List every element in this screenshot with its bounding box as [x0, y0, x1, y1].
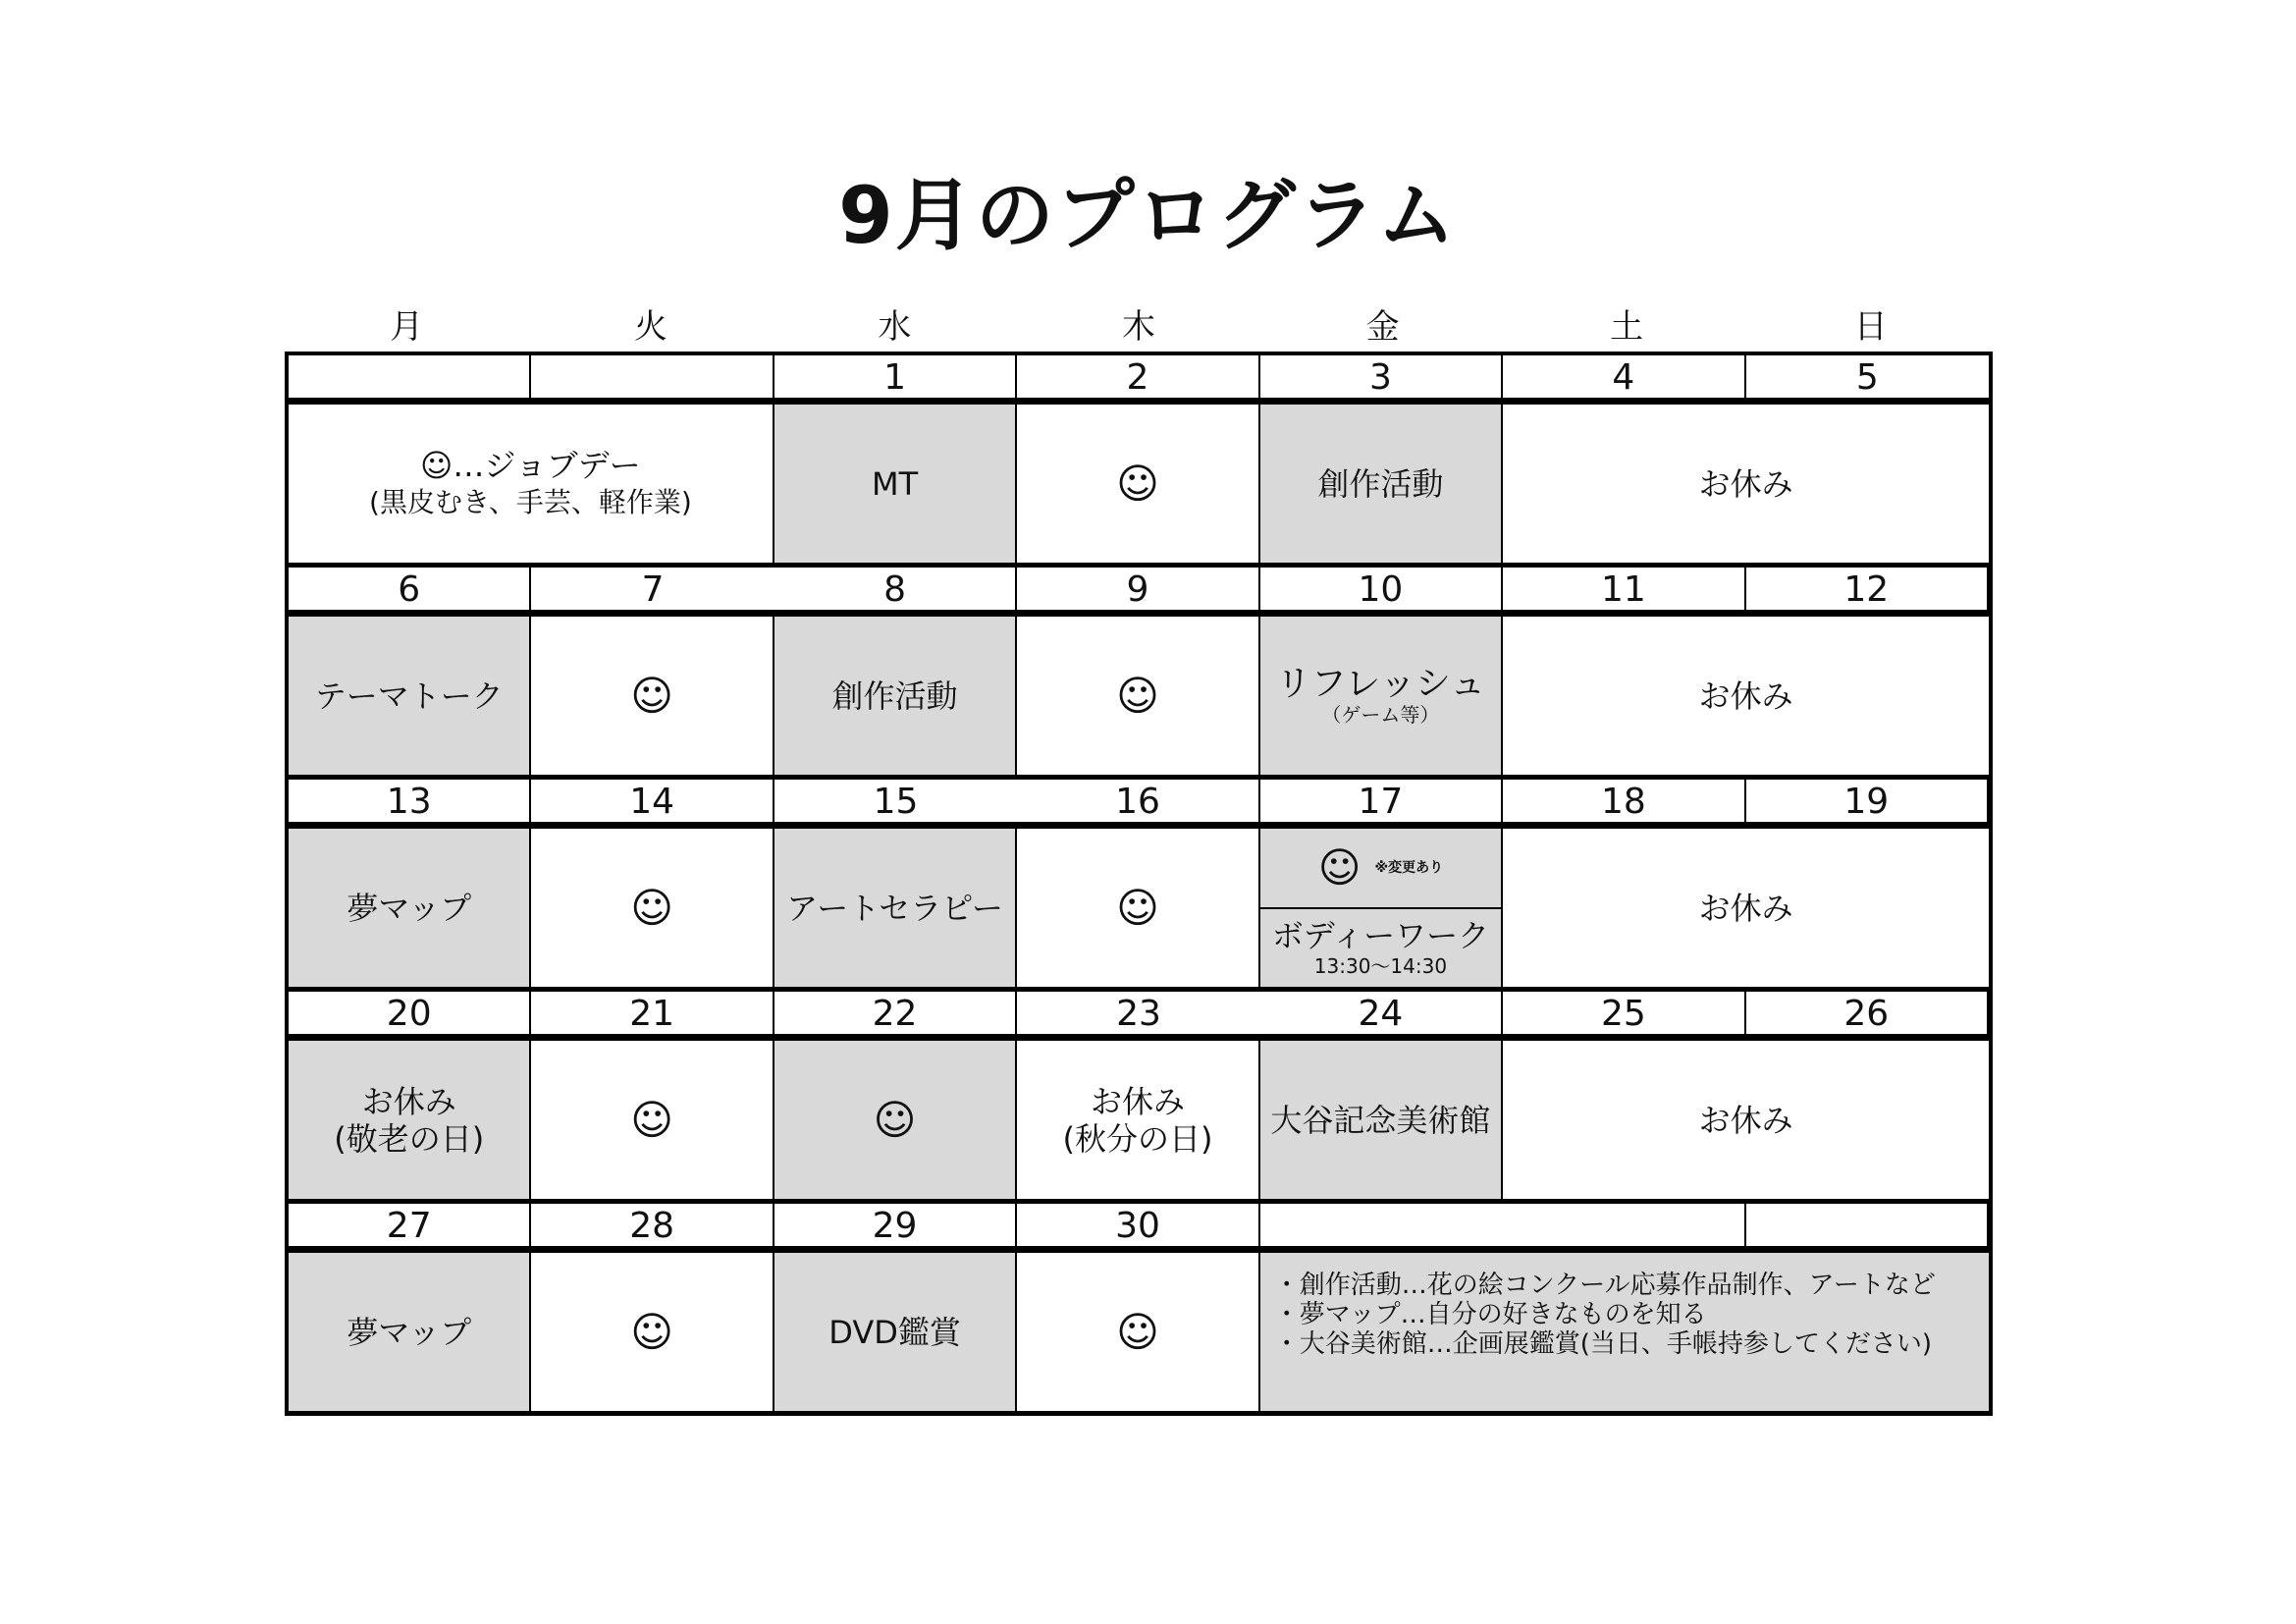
note-line: ・夢マップ…自分の好きなものを知る [1273, 1300, 1707, 1329]
smile-icon: ☺ [1017, 401, 1259, 568]
activity-job-day [289, 401, 774, 568]
activity-line: ボディーワーク [1271, 917, 1490, 955]
calendar-grid [285, 352, 1993, 1416]
weekend-off: お休み [1503, 613, 1989, 780]
page-title: 9月のプログラム [838, 170, 1458, 261]
date-cell: 1 [774, 355, 1017, 401]
note-line: ・大谷美術館…企画展鑑賞(当日、手帳持参してください) [1273, 1329, 1932, 1359]
date-cell: 19 [1746, 780, 1989, 825]
date-cell: 24 [1260, 992, 1503, 1037]
date-cell [1260, 1204, 1503, 1249]
activity-cell: 夢マップ [289, 825, 531, 992]
activity-cell: 創作活動 [774, 613, 1017, 780]
activity-split-cell [1260, 825, 1503, 992]
smile-icon: ☺ [1017, 1249, 1259, 1416]
date-cell: 4 [1503, 355, 1745, 401]
change-note: ※変更あり [1374, 859, 1444, 876]
activity-line: (黒皮むき、手芸、軽作業) [369, 485, 692, 518]
date-cell: 28 [531, 1204, 774, 1249]
weekday-thu: 木 [1121, 307, 1155, 347]
smile-icon: ☺ [774, 1037, 1017, 1204]
date-cell: 13 [289, 780, 531, 825]
smile-icon: ☺ [1017, 825, 1259, 992]
activity-cell: テーマトーク [289, 613, 531, 780]
date-cell: 30 [1017, 1204, 1259, 1249]
date-cell: 7 [531, 568, 774, 613]
activity-line: リフレッシュ [1275, 663, 1486, 704]
activity-line: お休み [1090, 1082, 1185, 1120]
activity-line: (敬老の日) [334, 1119, 485, 1158]
date-cell: 14 [531, 780, 774, 825]
weekday-sun: 日 [1853, 307, 1888, 347]
date-cell: 3 [1260, 355, 1503, 401]
activity-cell: 夢マップ [289, 1249, 531, 1416]
activity-cell: 大谷記念美術館 [1260, 1037, 1503, 1204]
weekday-tue: 火 [633, 307, 667, 347]
activity-subline: （ゲーム等） [1321, 702, 1440, 727]
notes-box [1260, 1249, 1989, 1416]
date-cell: 22 [774, 992, 1017, 1037]
activity-line: (秋分の日) [1062, 1119, 1213, 1158]
smile-icon: ☺ [1317, 842, 1362, 892]
date-cell: 10 [1260, 568, 1503, 613]
weekday-wed: 水 [878, 307, 912, 347]
activity-line: ☺…ジョブデー [420, 446, 641, 484]
date-cell: 9 [1017, 568, 1259, 613]
weekday-fri: 金 [1365, 307, 1400, 347]
weekday-sat: 土 [1610, 307, 1644, 347]
activity-refresh [1260, 613, 1503, 780]
date-cell: 11 [1503, 568, 1745, 613]
date-cell: 20 [289, 992, 531, 1037]
smile-icon: ☺ [531, 825, 774, 992]
smile-icon: ☺ [531, 613, 774, 780]
activity-time: 13:30～14:30 [1313, 954, 1448, 979]
weekend-off: お休み [1503, 401, 1989, 568]
date-cell [289, 355, 531, 401]
activity-cell: アートセラピー [774, 825, 1017, 992]
activity-cell: MT [774, 401, 1017, 568]
smile-icon: ☺ [531, 1249, 774, 1416]
activity-line: お休み [361, 1082, 456, 1120]
date-cell: 21 [531, 992, 774, 1037]
holiday-cell [289, 1037, 531, 1204]
date-cell [531, 355, 774, 401]
date-cell: 17 [1260, 780, 1503, 825]
date-cell: 8 [774, 568, 1017, 613]
date-cell: 23 [1017, 992, 1259, 1037]
weekend-off: お休み [1503, 825, 1989, 992]
split-top [1260, 829, 1501, 909]
date-cell [1503, 1204, 1745, 1249]
smile-icon: ☺ [1017, 613, 1259, 780]
weekday-mon: 月 [390, 307, 424, 347]
smile-icon: ☺ [531, 1037, 774, 1204]
split-bottom [1260, 909, 1501, 988]
date-cell: 2 [1017, 355, 1259, 401]
date-cell: 25 [1503, 992, 1745, 1037]
date-cell: 12 [1746, 568, 1989, 613]
date-cell: 29 [774, 1204, 1017, 1249]
date-cell: 6 [289, 568, 531, 613]
activity-cell: DVD鑑賞 [774, 1249, 1017, 1416]
holiday-cell [1017, 1037, 1259, 1204]
date-cell [1746, 1204, 1989, 1249]
weekday-header [285, 302, 1993, 352]
date-cell: 15 [774, 780, 1017, 825]
date-cell: 18 [1503, 780, 1745, 825]
date-cell: 16 [1017, 780, 1259, 825]
note-line: ・創作活動…花の絵コンクール応募作品制作、アートなど [1273, 1271, 1936, 1300]
date-cell: 26 [1746, 992, 1989, 1037]
weekend-off: お休み [1503, 1037, 1989, 1204]
activity-cell: 創作活動 [1260, 401, 1503, 568]
date-cell: 5 [1746, 355, 1989, 401]
date-cell: 27 [289, 1204, 531, 1249]
